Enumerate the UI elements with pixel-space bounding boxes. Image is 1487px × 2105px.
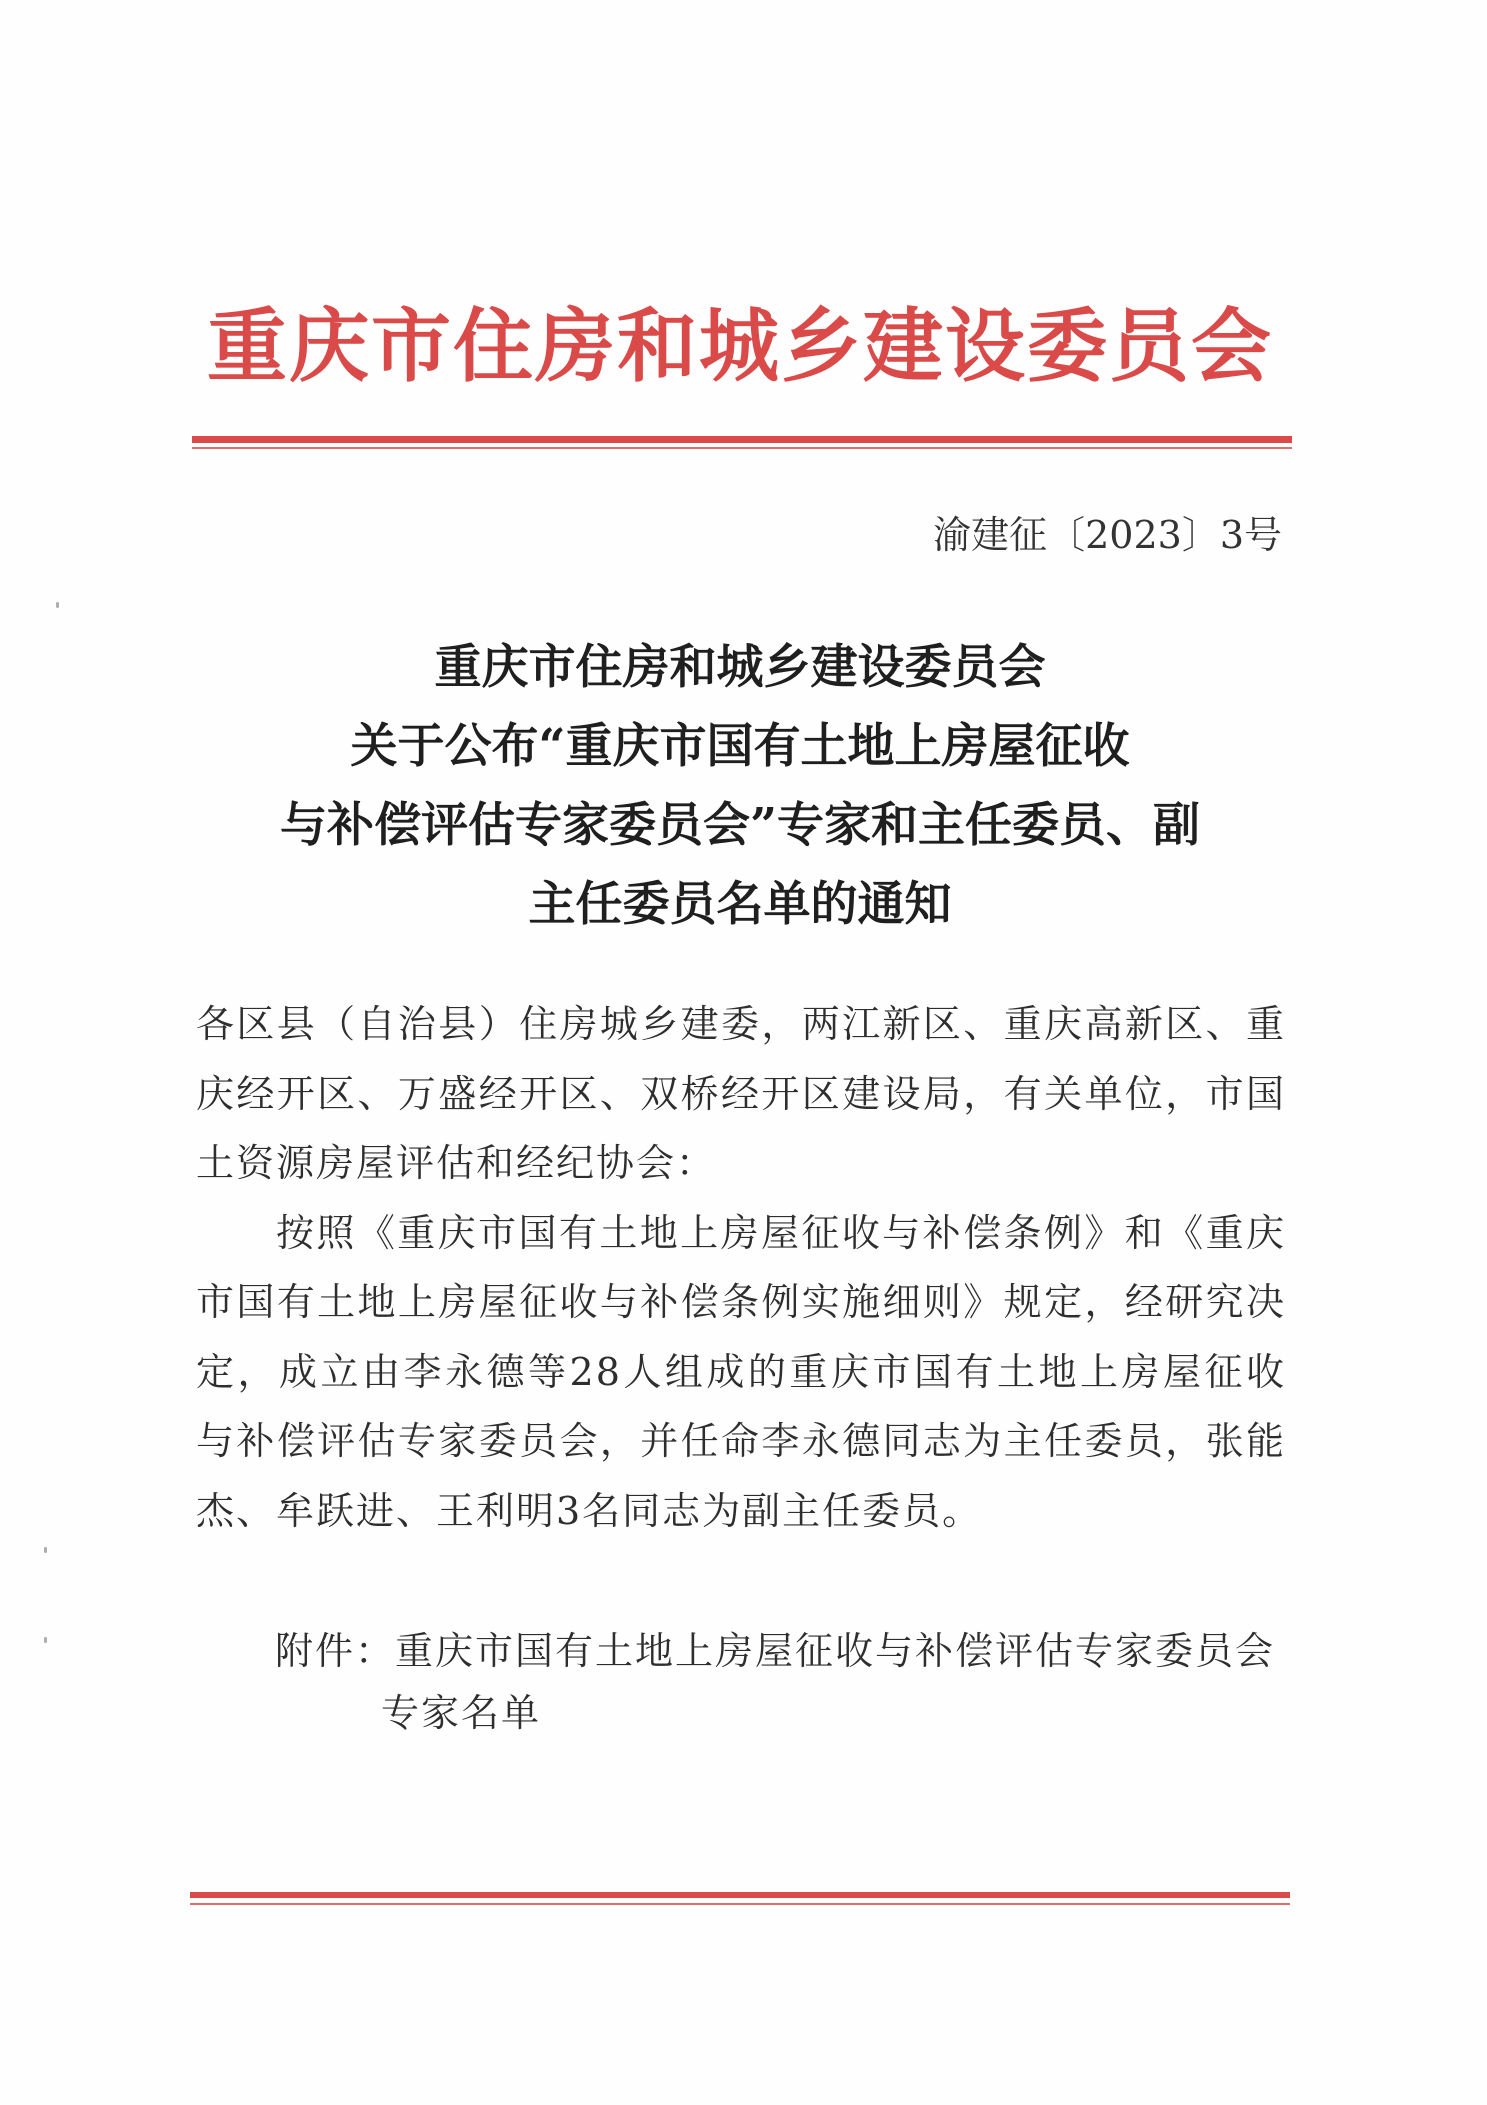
attachment-label: 附件： [275,1629,396,1673]
attachment-line [275,1620,1285,1744]
title-line: 与补偿评估专家委员会”专家和主任委员、副 [279,798,1201,853]
letterhead-org-name: 重庆市住房和城乡建设委员会 [207,300,1273,393]
footer-red-rule-thin [190,1903,1290,1905]
body-paragraph: 按照《重庆市国有土地上房屋征收与补偿条例》和《重庆市国有土地上房屋征收与补偿条例实施细则》规定，经研究决定，成立由李永德等28人组成的重庆市国有土地上房屋征收与补偿评估专家委员会，并任命李永德同志为主任委员，张能杰、牟跃进、王利明3名同志为副主任委员。 [196,1210,1286,1533]
scan-speck [56,602,59,608]
title-line: 关于公布“重庆市国有土地上房屋征收 [350,719,1130,774]
attachment-text: 重庆市国有土地上房屋征收与补偿评估专家委员会专家名单 [381,1629,1276,1735]
document-title [190,628,1290,944]
letterhead-red-rule [192,436,1292,443]
attachment-note [275,1620,1285,1744]
letterhead-red-rule-thin [192,447,1292,449]
title-line: 重庆市住房和城乡建设委员会 [434,640,1046,695]
footer-red-rule [190,1892,1290,1898]
scan-speck [44,1547,47,1553]
title-line: 主任委员名单的通知 [528,877,952,932]
document-body [196,990,1286,1546]
scan-speck [44,1637,47,1643]
addressee: 各区县（自治县）住房城乡建委，两江新区、重庆高新区、重庆经开区、万盛经开区、双桥经开区建设局，有关单位，市国土资源房屋评估和经纪协会： [196,1002,1286,1185]
document-number: 渝建征〔2023〕3号 [933,513,1282,557]
